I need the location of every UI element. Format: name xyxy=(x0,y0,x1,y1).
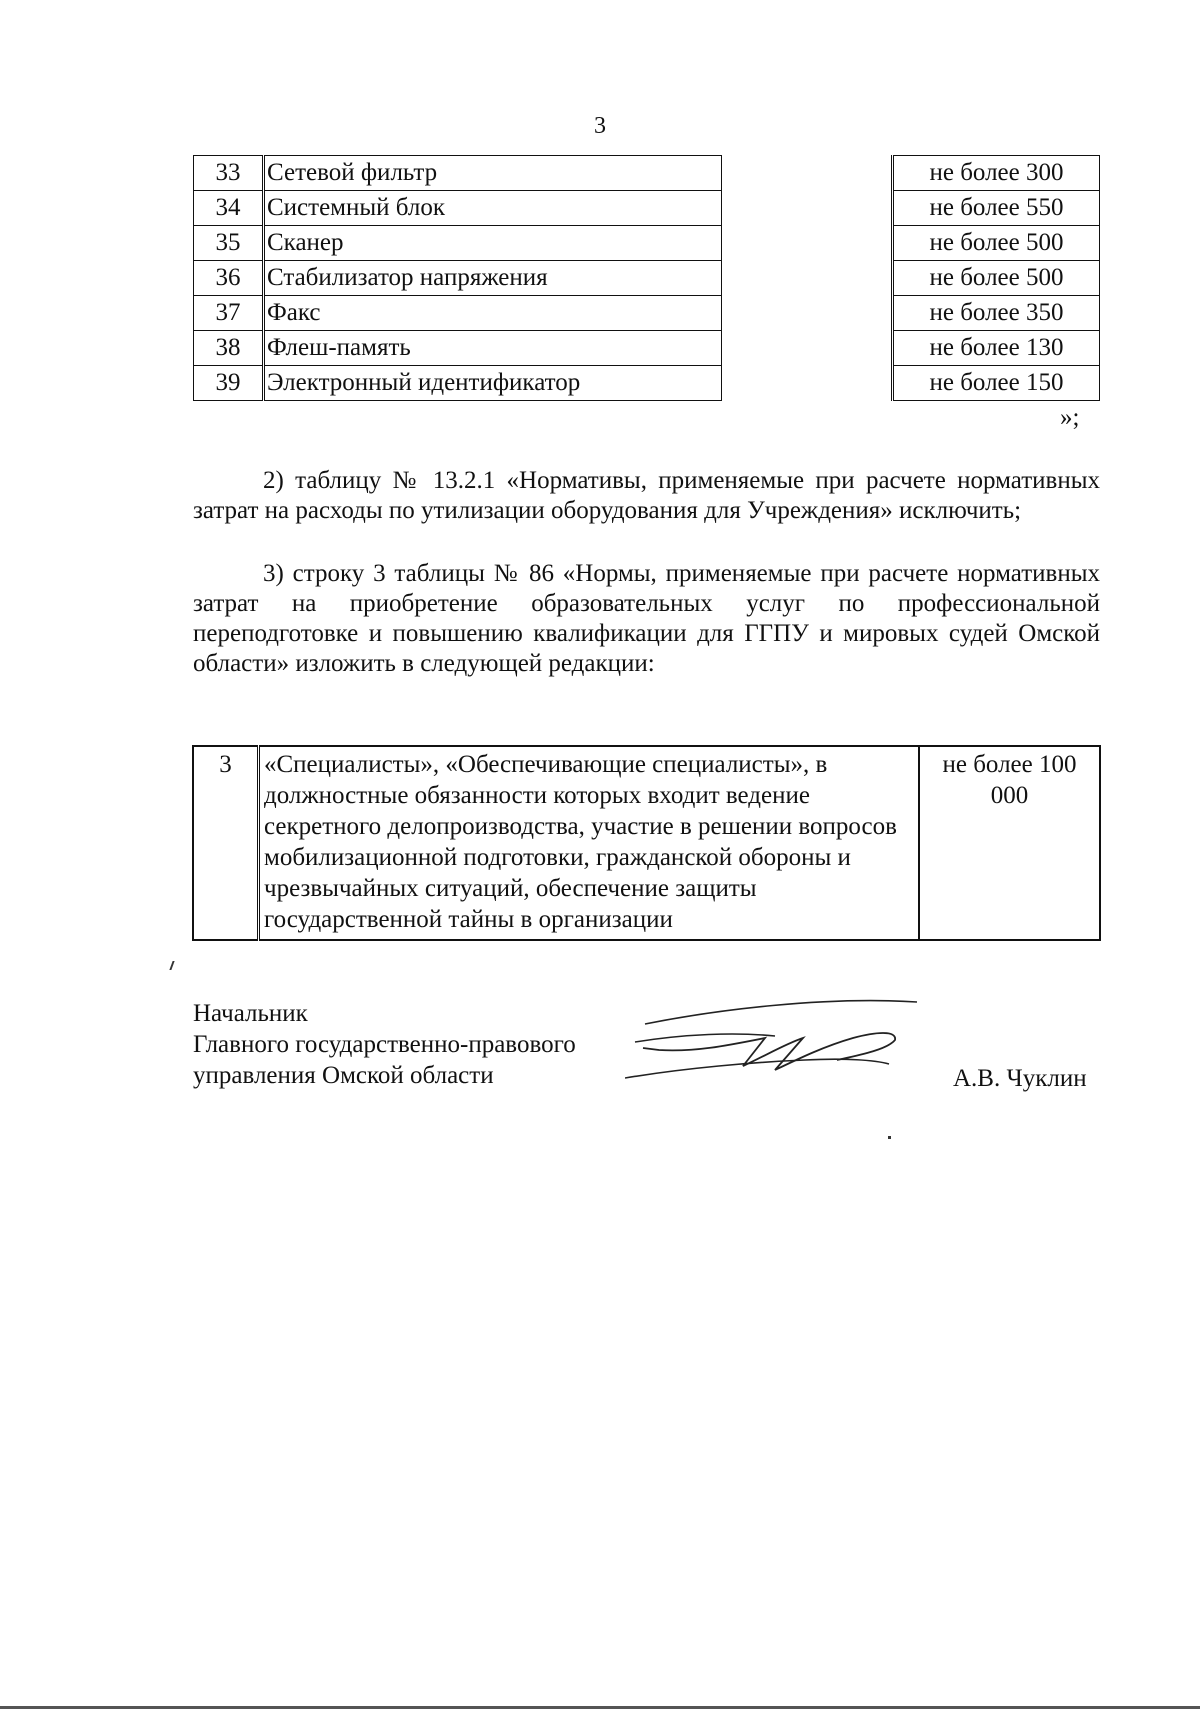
item-value: не более 550 xyxy=(893,191,1100,226)
paragraph-2 xyxy=(193,466,1100,526)
page-number: 3 xyxy=(594,113,606,139)
signatory-title-line-2: Главного государственно-правового xyxy=(193,1031,576,1058)
item-number: 35 xyxy=(194,226,264,261)
paragraph-3-text: 3) строку 3 таблицы № 86 «Нормы, применяемые при расчете нормативных затрат на приобретение образовательных услуг по профессиональной переподготовке и повышению квалификации для ГГПУ и мировых судей Омской области» изложить в следующей редакции: xyxy=(193,560,1100,677)
signatory-title-line-3: управления Омской области xyxy=(193,1062,494,1089)
item-value: не более 300 xyxy=(893,156,1100,191)
item-value: не более 500 xyxy=(893,226,1100,261)
norm-row-number: 3 xyxy=(193,746,259,940)
handwritten-signature xyxy=(625,990,925,1100)
paragraph-2-text: 2) таблицу № 13.2.1 «Нормативы, применяемые при расчете нормативных затрат на расходы по утилизации оборудования для Учреждения» исключить; xyxy=(193,467,1100,524)
item-blank-column xyxy=(722,156,893,401)
item-name: Сетевой фильтр xyxy=(264,156,722,191)
signatory-title xyxy=(193,998,576,1091)
norm-table xyxy=(192,745,1101,941)
item-name: Сканер xyxy=(264,226,722,261)
items-table-row xyxy=(194,366,1100,401)
signatory-title-line-1: Начальник xyxy=(193,1000,308,1027)
item-number: 37 xyxy=(194,296,264,331)
items-table-row xyxy=(194,226,1100,261)
item-number: 33 xyxy=(194,156,264,191)
scan-mark-tick xyxy=(169,961,174,970)
norm-row-value: не более 100 000 xyxy=(919,746,1100,940)
closing-quote: »; xyxy=(1060,404,1080,431)
scan-mark-dot xyxy=(888,1136,891,1139)
item-name: Системный блок xyxy=(264,191,722,226)
items-table-row xyxy=(194,261,1100,296)
signatory-name: А.В. Чуклин xyxy=(953,1065,1087,1092)
item-name: Флеш-память xyxy=(264,331,722,366)
item-value: не более 130 xyxy=(893,331,1100,366)
items-table-row xyxy=(194,191,1100,226)
item-name: Стабилизатор напряжения xyxy=(264,261,722,296)
item-number: 36 xyxy=(194,261,264,296)
items-table-row xyxy=(194,331,1100,366)
items-table xyxy=(193,155,1100,401)
item-value: не более 500 xyxy=(893,261,1100,296)
norm-table-row xyxy=(193,746,1100,940)
item-name: Факс xyxy=(264,296,722,331)
items-table-row xyxy=(194,296,1100,331)
item-value: не более 350 xyxy=(893,296,1100,331)
item-number: 34 xyxy=(194,191,264,226)
items-table-row xyxy=(194,156,1100,191)
item-number: 38 xyxy=(194,331,264,366)
scan-bottom-edge xyxy=(0,1706,1200,1709)
item-value: не более 150 xyxy=(893,366,1100,401)
paragraph-3 xyxy=(193,559,1100,679)
item-number: 39 xyxy=(194,366,264,401)
item-name: Электронный идентификатор xyxy=(264,366,722,401)
norm-row-text: «Специалисты», «Обеспечивающие специалисты», в должностные обязанности которых входит ведение секретного делопроизводства, участие в решении вопросов мобилизационной подготовки, гражданской обороны и чрезвычайных ситуаций, обеспечение защиты государственной тайны в организации xyxy=(259,746,920,940)
